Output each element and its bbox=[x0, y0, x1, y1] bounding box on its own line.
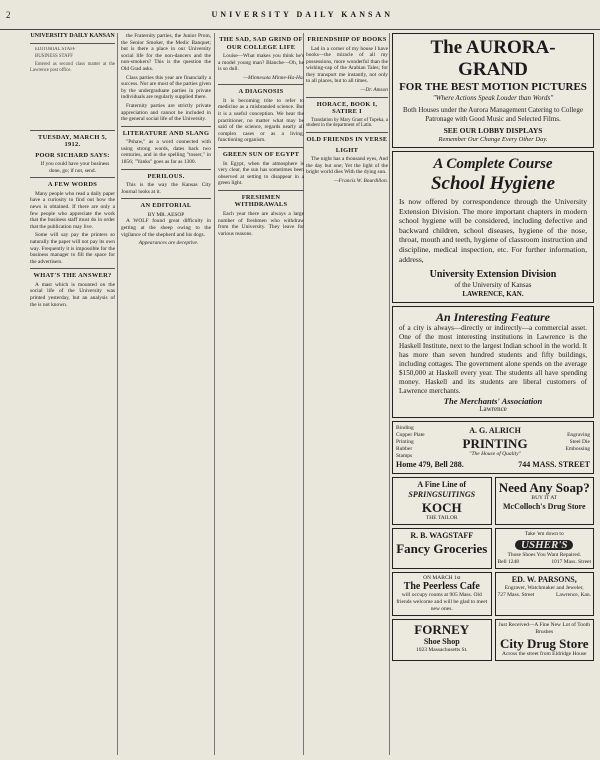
dateline: TUESDAY, MARCH 5, 1912. bbox=[38, 133, 107, 149]
ad-advertiser: The Peerless Cafe bbox=[403, 581, 480, 593]
ad-peerless-cafe bbox=[392, 572, 492, 616]
divider bbox=[306, 132, 388, 133]
headline-old-friends-in-verse: OLD FRIENDS IN VERSE bbox=[306, 136, 388, 144]
headline-a-few-words: A FEW WORDS bbox=[47, 181, 98, 189]
ad-alrich-printing bbox=[392, 421, 594, 474]
newspaper-title: UNIVERSITY DAILY KANSAN bbox=[211, 10, 393, 19]
ad-motto: "The House of Quality" bbox=[469, 451, 521, 458]
ad-location: LAWRENCE, KAN. bbox=[462, 290, 524, 299]
ad-forney-shoe-shop bbox=[392, 619, 492, 661]
article-paragraph: It is becoming trite to refer to medicine as a misbranded science. But it is a useful conception. We hear the practitioner, no matter what may be said of the science, regards nearly all complex cases or as a living, functioning organism. bbox=[218, 97, 304, 144]
ad-body: Engraver, Watchmaker and Jeweler, bbox=[504, 585, 584, 592]
ad-advertiser: A. G. ALRICH bbox=[469, 426, 521, 436]
ad-phone: Bell 1248 bbox=[497, 559, 520, 566]
headline-friendship-of-books: FRIENDSHIP OF BOOKS bbox=[307, 36, 387, 43]
service-label: Copper Plate bbox=[396, 431, 425, 438]
ad-title: Shoe Shop bbox=[423, 637, 460, 647]
ad-subtitle: FOR THE BEST MOTION PICTURES bbox=[399, 81, 587, 93]
service-label: Engraving bbox=[567, 431, 590, 438]
ad-body: of a city is always—directly or indirectly—a commercial asset. One of the most interesting institutions in Lawrence is the Haskell Institute, next to the largest Indian school in the world. It has more than seven hundred students and fifty buildings, including cottages. The government alone spends on the average $150,000 at Haskell every year. The students all have spending money. Haskell and its students are liberal customers of Lawrence merchants. bbox=[399, 324, 587, 396]
masthead bbox=[0, 0, 600, 30]
headline-perilous: PERILOUS. bbox=[147, 172, 185, 180]
ad-advertiser: KOCH bbox=[421, 499, 462, 515]
ad-merchants-association bbox=[392, 306, 594, 418]
ad-title: Need Any Soap? bbox=[498, 479, 590, 495]
article-paragraph: Lad in a corner of my house I have books—the miracle of all my possessions, more wonderful than the wishing-cap of the Arabian Tales; for they transport me instantly, not only to all places, but to all times. bbox=[306, 45, 388, 85]
column-rule bbox=[214, 33, 215, 755]
article-paragraph: Class parties this year are financially a success. Nor are most of the parties given by the undergraduate parties in private individuals are regularly supplied there. bbox=[121, 74, 211, 101]
ad-body: Is now offered by correspondence through the University Extension Division. The more important chapters in modern school hygiene will be considered, including defective and backward children, school diseases, hygiene of the nose, throat, mouth and teeth, hygiene of classroom instruction and discipline, medical inspection, etc. For further information, address, bbox=[399, 197, 587, 264]
ad-advertiser: McColloch's Drug Store bbox=[502, 501, 586, 511]
usher-logo: USHER'S bbox=[515, 540, 573, 551]
service-label: Rubber bbox=[396, 445, 413, 452]
ad-koch-tailor bbox=[392, 477, 492, 525]
small-ads-grid bbox=[392, 477, 594, 662]
poor-richard-quote: If you could have your business done, go; if not, send. bbox=[40, 161, 110, 174]
byline: BY MR. AESOP bbox=[147, 211, 185, 218]
closing-line: Appearances are deceptive. bbox=[138, 240, 199, 247]
divider bbox=[121, 126, 211, 127]
article-paragraph: A mast which is mounted on the social life of the University was printed yesterday, but an analysis of the is not known. bbox=[30, 281, 115, 308]
headline-poor-richard: POOR SICHARD SAYS: bbox=[35, 151, 110, 159]
ad-title: PRINTING bbox=[462, 436, 528, 452]
divider bbox=[30, 268, 115, 269]
divider bbox=[306, 97, 388, 98]
headline-an-editorial: AN EDITORIAL bbox=[140, 202, 192, 210]
page-number-left: 2 bbox=[6, 9, 11, 20]
service-label: Stamps bbox=[396, 452, 413, 459]
article-paragraph: Some will say pay the printers so naturally the paper will not pay its own way. Frequently it is impossible for the business manager to fill the space for the advertisers. bbox=[30, 232, 115, 265]
ad-wagstaff-groceries bbox=[392, 528, 492, 570]
ad-subtitle: BUY IT AT bbox=[531, 494, 558, 501]
translation-note: Translation by Mary Grant of Topeka, a student in the department of Latin. bbox=[306, 117, 388, 129]
staff-box: EDITORIAL STAFF BUSINESS STAFF Entered as second class matter at the Lawrence post office. bbox=[30, 46, 115, 73]
ad-advertiser: The Merchants' Association bbox=[443, 396, 543, 407]
ad-advertiser: University Extension Division bbox=[429, 269, 557, 281]
ad-title: An Interesting Feature bbox=[435, 310, 551, 325]
article-paragraph: Each year there are always a large number of freshmen who withdraw from the University. They leave for various reasons. bbox=[218, 210, 304, 237]
ad-title: Fancy Groceries bbox=[396, 540, 488, 556]
ad-location: Lawrence, Kan. bbox=[556, 592, 591, 599]
verse-credit: —Minnesota Minne-Ha-Ha. bbox=[243, 74, 304, 81]
ad-title: The AURORA-GRAND bbox=[430, 37, 556, 80]
ad-subtitle: SPRINGSUITINGS bbox=[408, 489, 476, 499]
ad-mccolloch-soap bbox=[495, 477, 595, 525]
divider bbox=[218, 84, 304, 85]
divider bbox=[30, 43, 115, 44]
ad-body: Just Received—A Fine New Lot of Tooth Brushes bbox=[498, 622, 590, 636]
verse: Louise—What makes you think he's a model young man? Blanche—Oh, he is so dull. bbox=[218, 53, 304, 73]
divider bbox=[30, 177, 115, 178]
article-paragraph: This is the way the Kansas City Journal looks at it. bbox=[121, 182, 211, 195]
ad-body: Those Shoes You Want Repaired. bbox=[507, 552, 581, 559]
ad-location: Lawrence bbox=[479, 404, 507, 413]
ad-address: Across the street from Eldridge House bbox=[502, 651, 587, 658]
ad-title: A Fine Line of bbox=[417, 479, 467, 489]
column-two bbox=[121, 33, 211, 755]
headline-whats-the-answer: WHAT'S THE ANSWER? bbox=[33, 272, 112, 280]
ad-advertiser: FORNEY bbox=[414, 622, 470, 638]
headline-horace: HORACE, BOOK I, SATIRE I bbox=[316, 100, 378, 116]
ad-school-hygiene bbox=[392, 151, 594, 303]
headline-diagnosis: A DIAGNOSIS bbox=[238, 88, 284, 96]
column-rule bbox=[389, 33, 390, 755]
headline-green-sun: GREEN SUN OF EGYPT bbox=[222, 151, 300, 159]
article-paragraph: Fraternity parties are strictly private appreciation and cannot be included in the general social life of the University. bbox=[121, 102, 211, 123]
ad-subtitle: ON MARCH 1st bbox=[423, 575, 461, 582]
article-paragraph: In Egypt, when the atmosphere is very clear, the sun has sometimes been observed at setting to disappear in a green light. bbox=[218, 160, 304, 187]
divider bbox=[218, 190, 304, 191]
ad-phone: Home 479, Bell 288. bbox=[396, 459, 464, 469]
article-paragraph: "Pshaw," as a word connected with using strong words, dates back two centuries, and in the spelling "tosser," in 1856; "Yanks" goes as far as 1300. bbox=[121, 139, 211, 165]
advertisements-column bbox=[392, 33, 594, 755]
ad-advertiser: City Drug Store bbox=[499, 636, 589, 652]
ad-address: 744 MASS. STREET bbox=[518, 459, 590, 469]
article-paragraph: A WOLF found great difficulty in getting at the sheep owing to the vigilance of the shepherd and his dogs. bbox=[121, 218, 211, 238]
service-label: Binding bbox=[396, 424, 414, 431]
ad-parsons-jeweler bbox=[495, 572, 595, 616]
ad-footer: SEE OUR LOBBY DISPLAYS bbox=[443, 126, 543, 135]
article-paragraph: Many people who read a daily paper have a curiosity to find out how the news is obtained. If there are only a few people who appreciate the work that the business staff must do in order that the publication may live. bbox=[30, 190, 115, 230]
headline-literature-and-slang: LITERATURE AND SLANG bbox=[122, 129, 210, 137]
service-label: Embossing bbox=[565, 445, 590, 452]
verse-credit: —Francis W. Bourdillon. bbox=[333, 178, 388, 185]
ad-address: 1023 Massachusetts St. bbox=[416, 647, 468, 654]
article-paragraph: the Fraternity parties, the Junior Prom, the Senior Smoker, the Medic Banquet; but is there a place in our University social life for the non-dancers and the non-smokers? This is the question the Old Grad asks. bbox=[121, 33, 211, 72]
ad-location: THE TAILOR bbox=[425, 514, 458, 521]
column-three bbox=[218, 33, 304, 755]
headline-light: LIGHT bbox=[335, 146, 359, 154]
column-four bbox=[306, 33, 388, 755]
ad-footer-note: Remember Our Change Every Other Day. bbox=[438, 136, 548, 143]
verse: The night has a thousand eyes, And the day but one; Yet the light of the bright world dies With the dying sun. bbox=[306, 156, 388, 176]
ad-advertiser-sub: of the University of Kansas bbox=[454, 281, 532, 290]
ad-address: 727 Mass. Street bbox=[497, 592, 535, 599]
ad-subtitle: Take 'em down to bbox=[524, 530, 564, 537]
article-signature: —Dr. Amson bbox=[360, 87, 388, 94]
headline-sad-grind: THE SAD, SAD GRIND OF OUR COLLEGE LIFE bbox=[219, 36, 303, 51]
headline-freshmen-withdrawals: FRESHMEN WITHDRAWALS bbox=[234, 193, 288, 209]
ad-body: will occupy rooms at 905 Mass. Old friends welcome and will be glad to meet new ones. bbox=[396, 592, 488, 613]
divider bbox=[30, 130, 115, 131]
ad-title: A Complete Course bbox=[433, 156, 553, 172]
divider bbox=[218, 147, 304, 148]
service-label: Steel Die bbox=[569, 438, 590, 445]
divider bbox=[121, 169, 211, 170]
ad-usher-shoes bbox=[495, 528, 595, 570]
ad-tagline: "Where Actions Speak Louder than Words" bbox=[432, 94, 554, 102]
ad-body: Both Houses under the Aurora Management Catering to College Patronage with Good Music and Selected Films. bbox=[402, 106, 583, 123]
ad-advertiser: ED. W. PARSONS, bbox=[511, 575, 577, 585]
service-label: Printing bbox=[396, 438, 414, 445]
column-rule bbox=[117, 33, 118, 755]
nameplate: UNIVERSITY DAILY KANSAN bbox=[30, 33, 115, 39]
ad-subtitle: School Hygiene bbox=[430, 173, 556, 194]
ad-advertiser: R. B. WAGSTAFF bbox=[410, 530, 474, 540]
ad-address: 1017 Mass. Street bbox=[551, 559, 591, 566]
ad-city-drug-store bbox=[495, 619, 595, 661]
column-editorial bbox=[30, 33, 115, 755]
ad-aurora-grand bbox=[392, 33, 594, 148]
divider bbox=[121, 198, 211, 199]
